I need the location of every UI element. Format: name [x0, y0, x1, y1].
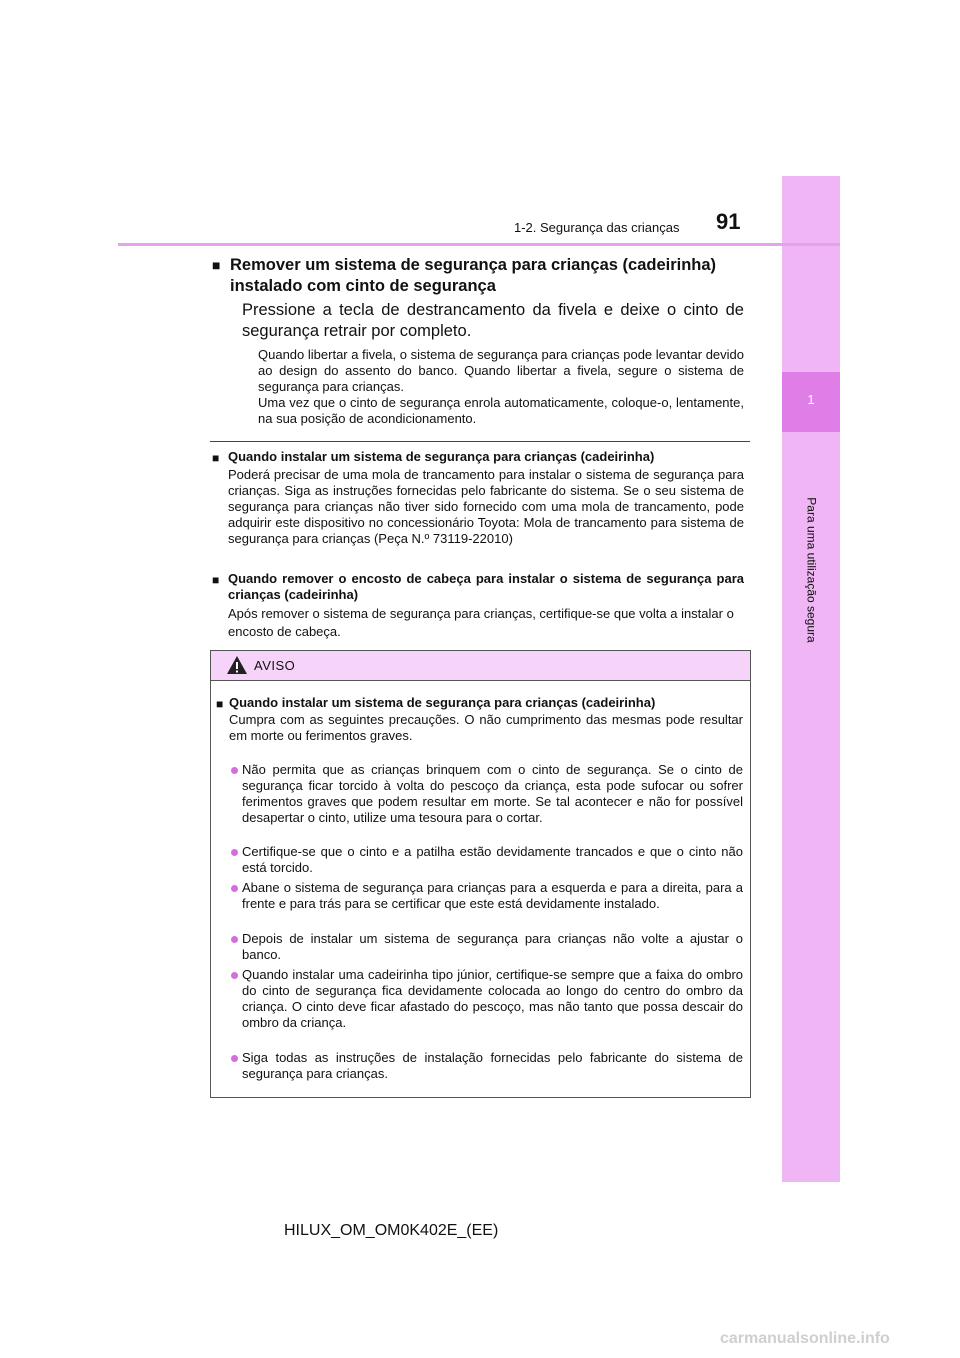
warning-title: AVISO: [254, 658, 296, 673]
bullet-dot-icon: [231, 849, 238, 856]
bullet-dot-icon: [231, 936, 238, 943]
warning-bullet: Abane o sistema de segurança para crianças para a esquerda e para a direita, para a frente e para trás para se certificar que este está devidamente instalado.: [242, 880, 743, 911]
square-bullet-icon: ■: [216, 697, 224, 711]
warning-bullet: Quando instalar uma cadeirinha tipo júnior, certifique-se sempre que a faixa do ombro do cinto de segurança fica devidamente colocada ao longo do centro do ombro da criança. O cinto deve ficar afastado do pescoço, mas não tanto que possa descair do ombro da criança.: [242, 967, 743, 1030]
section-divider: [210, 441, 750, 442]
block-note: Uma vez que o cinto de segurança enrola automaticamente, coloque-o, lentamente, na sua posição de acondicionamento.: [258, 395, 744, 426]
note-heading: Quando remover o encosto de cabeça para instalar o sistema de segurança para crianças (cadeirinha): [228, 571, 744, 602]
warning-bullet: Não permita que as crianças brinquem com o cinto de segurança. Se o cinto de segurança ficar torcido à volta do pescoço da criança, esta pode sufocar ou sofrer ferimentos graves que podem resultar em morte. Se tal acontecer e não for possível desapertar o cinto, utilize uma tesoura para o cortar.: [242, 762, 743, 825]
watermark: carmanualsonline.info: [720, 1330, 890, 1347]
warning-bullet: Depois de instalar um sistema de segurança para crianças não volte a ajustar o banco.: [242, 931, 743, 962]
warning-bullet: Certifique-se que o cinto e a patilha estão devidamente trancados e que o cinto não está torcido.: [242, 844, 743, 875]
note-body: Poderá precisar de uma mola de trancamento para instalar o sistema de segurança para crianças. Siga as instruções fornecidas pelo fabricante do sistema. Se o seu sistema de segurança para crianças não tiver sido fornecido com uma mola de trancamento, pode adquirir este dispositivo no concessionário Toyota: Mola de trancamento para sistema de segurança para crianças (Peça N.º 73119-22010): [228, 467, 744, 546]
square-bullet-icon: ■: [212, 451, 220, 465]
warning-bullet: Siga todas as instruções de instalação fornecidas pelo fabricante do sistema de segurança para crianças.: [242, 1050, 743, 1081]
note-body: Após remover o sistema de segurança para crianças, certifique-se que volta a instalar o encosto de cabeça.: [228, 606, 734, 639]
bullet-dot-icon: [231, 767, 238, 774]
document-code: HILUX_OM_OM0K402E_(EE): [284, 1222, 499, 1239]
square-bullet-icon: ■: [212, 257, 221, 273]
note-heading: Quando instalar um sistema de segurança para crianças (cadeirinha): [228, 449, 655, 464]
warning-triangle-icon: [226, 655, 248, 675]
chapter-title-vertical: [764, 497, 860, 643]
bullet-dot-icon: [231, 972, 238, 979]
page-number: 91: [716, 209, 741, 234]
block-body: Pressione a tecla de destrancamento da fivela e deixe o cinto de segurança retrair por completo.: [242, 301, 744, 340]
section-title: 1-2. Segurança das crianças: [514, 220, 680, 235]
bullet-dot-icon: [231, 1055, 238, 1062]
block-note: Quando libertar a fivela, o sistema de segurança para crianças pode levantar devido ao design do assento do banco. Quando libertar a fivela, segure o sistema de segurança para crianças.: [258, 347, 744, 394]
chapter-number: 1: [807, 392, 815, 407]
warning-heading: Quando instalar um sistema de segurança para crianças (cadeirinha): [229, 695, 656, 710]
chapter-tab-strip: [782, 176, 840, 1182]
header-rule: [118, 243, 840, 246]
bullet-dot-icon: [231, 885, 238, 892]
chapter-title: Para uma utilização segura: [805, 497, 820, 643]
warning-intro: Cumpra com as seguintes precauções. O não cumprimento das mesmas pode resultar em morte ou ferimentos graves.: [229, 712, 743, 743]
square-bullet-icon: ■: [212, 573, 220, 587]
block-heading: Remover um sistema de segurança para crianças (cadeirinha) instalado com cinto de segurança: [230, 256, 717, 295]
